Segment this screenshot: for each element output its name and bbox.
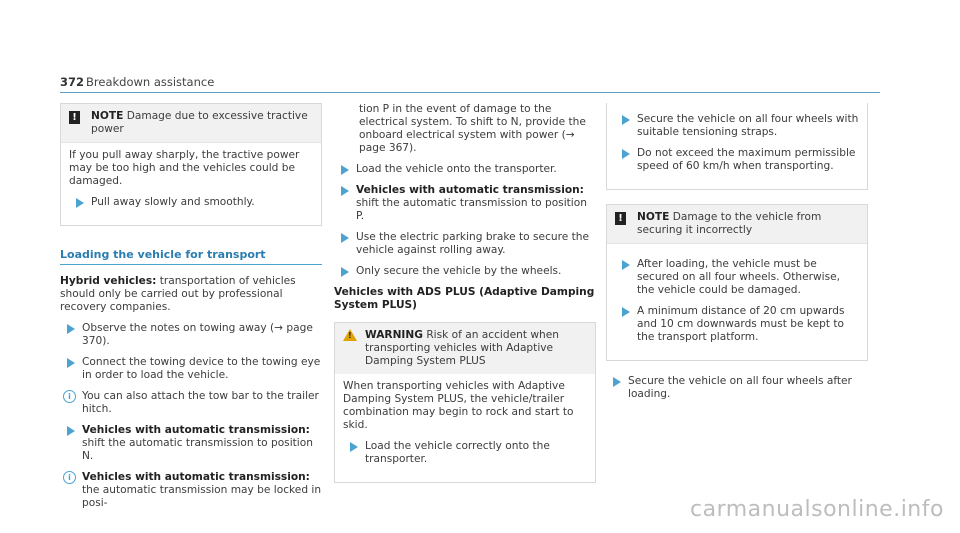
step-straps [615,113,859,139]
step-arrow-icon [613,377,621,387]
info-label: Vehicles with automatic transmission: [82,471,310,483]
section-name: Breakdown assistance [86,75,215,89]
step-label: Vehicles with automatic transmission: [356,184,584,196]
note-title: Damage to the vehicle from securing it incorrectly [637,211,822,236]
note-step [69,196,313,209]
step-text: shift the automatic transmission to position N. [82,437,313,462]
step-text: Observe the notes on towing away (→ page 370). [82,322,313,347]
step-arrow-icon [350,442,358,452]
hybrid-label: Hybrid vehicles: [60,275,157,287]
header-rule [60,92,880,93]
step-text: Do not exceed the maximum permissible speed of 60 km/h when transporting. [637,147,856,172]
info-text: You can also attach the tow bar to the trailer hitch. [82,390,319,415]
step-label: Vehicles with automatic transmission: [82,424,310,436]
step-arrow-icon [622,149,630,159]
note-box-tractive-power [60,103,322,226]
info-icon: i [63,390,76,403]
warning-step [343,440,587,466]
step-arrow-icon [76,198,84,208]
step-text: Load the vehicle correctly onto the transporter. [365,440,550,465]
info-locked [60,471,322,510]
step-arrow-icon [67,426,75,436]
step-text: Only secure the vehicle by the wheels. [356,265,562,277]
note-label: NOTE [637,211,670,223]
section-title: Loading the vehicle for transport [60,248,322,265]
step-secure-after-loading [606,375,868,401]
warning-title: Risk of an accident when transporting vehicles with Adaptive Damping System PLUS [365,329,559,367]
step-text: Load the vehicle onto the transporter. [356,163,557,175]
step-wheels [334,265,596,278]
step-connect-towing [60,356,322,382]
exclamation-icon: ! [615,212,626,225]
warning-body: When transporting vehicles with Adaptive Damping System PLUS, the vehicle/trailer combination may begin to rock and start to skid. [343,380,574,431]
step-text: shift the automatic transmission to position P. [356,197,587,222]
step-text: Use the electric parking brake to secure the vehicle against rolling away. [356,231,590,256]
step-arrow-icon [341,233,349,243]
step-arrow-icon [622,260,630,270]
info-text: the automatic transmission may be locked in posi- [82,484,322,509]
note-title: Damage due to excessive tractive power [91,110,308,135]
note-header [61,104,321,142]
column-3 [606,103,868,409]
step-speed [615,147,859,173]
step-arrow-icon [67,358,75,368]
step-shift-p [334,184,596,223]
step-arrow-icon [341,267,349,277]
step-arrow-icon [341,165,349,175]
step-text: Secure the vehicle on all four wheels with suitable tensioning straps. [637,113,859,138]
hybrid-text: transportation of vehicles should only be carried out by professional recovery companies. [60,275,296,313]
note-step-distance [615,305,859,344]
info-icon: i [63,471,76,484]
step-parking-brake [334,231,596,257]
warning-header [335,323,595,374]
watermark: carmanualsonline.info [690,497,944,522]
step-arrow-icon [622,115,630,125]
step-load [334,163,596,176]
step-text: Secure the vehicle on all four wheels after loading. [628,375,852,400]
step-text: Pull away slowly and smoothly. [91,196,255,208]
note-step-secure [615,258,859,297]
page-number: 372 [60,75,85,89]
step-observe-notes [60,322,322,348]
note-body: If you pull away sharply, the tractive power may be too high and the vehicles could be damaged. [69,149,300,187]
column-2 [334,103,596,483]
column-1 [60,103,322,518]
step-text: After loading, the vehicle must be secured on all four wheels. Otherwise, the vehicle could be damaged. [637,258,840,296]
info-tow-bar [60,390,322,416]
note-header [607,205,867,243]
step-arrow-icon [341,186,349,196]
note-label: NOTE [91,110,124,122]
step-shift-n [60,424,322,463]
note-box-securing [606,204,868,361]
warning-triangle-icon: ! [343,329,357,341]
warning-box [334,322,596,483]
hybrid-paragraph [60,275,322,314]
step-text: Connect the towing device to the towing eye in order to load the vehicle. [82,356,321,381]
step-arrow-icon [622,307,630,317]
step-text: A minimum distance of 20 cm upwards and 10 cm downwards must be kept to the transport platform. [637,305,845,343]
continued-text: tion P in the event of damage to the electrical system. To shift to N, provide the onboard electrical system with power (→ page 367). [359,103,586,154]
warning-continued-box [606,103,868,190]
exclamation-icon: ! [69,111,80,124]
step-arrow-icon [67,324,75,334]
ads-plus-heading: Vehicles with ADS PLUS (Adaptive Damping System PLUS) [334,286,595,311]
warning-label: WARNING [365,329,423,341]
